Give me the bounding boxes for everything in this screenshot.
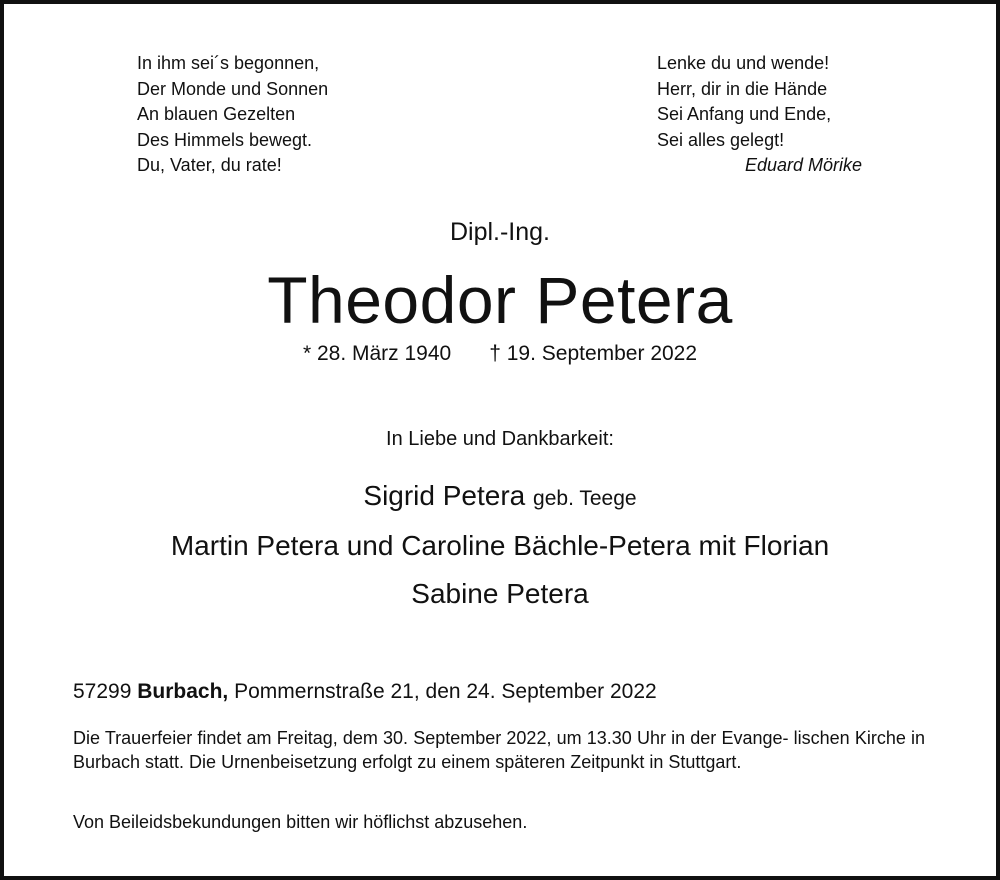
condolence-notice: Von Beileidsbekundungen bitten wir höflichst abzusehen. (73, 812, 528, 832)
poem-line: Sei alles gelegt! (657, 129, 785, 150)
mourner-line (0, 480, 1000, 512)
address-line (73, 680, 657, 704)
death-date: † 19. September 2022 (489, 342, 698, 365)
poem-line: An blauen Gezelten (137, 104, 296, 124)
poem-left-stanza (137, 51, 328, 179)
city: Burbach, (137, 680, 229, 703)
mourner-line: Sabine Petera (411, 578, 589, 609)
dedication: In Liebe und Dankbarkeit: (386, 428, 614, 450)
zip-code: 57299 (73, 680, 132, 703)
poem-line: Du, Vater, du rate! (137, 155, 282, 175)
poem-line: Lenke du und wende! (657, 53, 830, 73)
mourner-line: Martin Petera und Caroline Bächle-Petera mit Florian (170, 530, 830, 561)
poem-line: In ihm sei´s begonnen, (137, 53, 320, 73)
deceased-name: Theodor Petera (267, 263, 733, 337)
poem-line: Des Himmels bewegt. (137, 129, 313, 150)
birth-date: * 28. März 1940 (302, 342, 452, 365)
poem-author: Eduard Mörike (744, 155, 862, 175)
academic-title: Dipl.-Ing. (449, 218, 551, 246)
poem-line: Sei Anfang und Ende, (657, 104, 832, 124)
poem-right-stanza (657, 51, 862, 179)
street-and-date: Pommernstraße 21, den 24. September 2022 (234, 680, 657, 703)
poem-line: Herr, dir in die Hände (657, 78, 828, 99)
funeral-notice: Die Trauerfeier findet am Freitag, dem 30. September 2022, um 13.30 Uhr in der Evange- lischen Kirche in Burbach statt. Die Urnenbeisetzung erfolgt zu einem späteren Zeitpunkt in Stuttgart. (73, 728, 925, 772)
life-dates (0, 342, 1000, 366)
maiden-name: geb. Teege (533, 487, 637, 510)
mourner-name: Sigrid Petera (363, 480, 526, 511)
poem-line: Der Monde und Sonnen (137, 78, 329, 99)
